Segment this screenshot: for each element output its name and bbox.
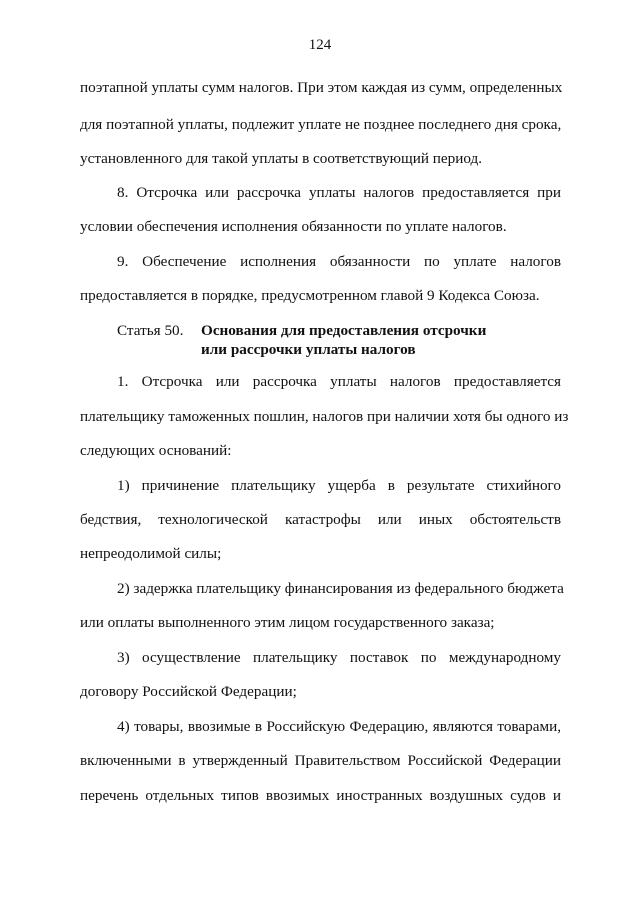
paragraph-line: 1) причинение плательщику ущерба в результате стихийного bbox=[117, 477, 561, 494]
page-number: 124 bbox=[308, 37, 332, 53]
paragraph-line: включенными в утвержденный Правительством Российской Федерации bbox=[80, 752, 561, 769]
paragraph-line: договору Российской Федерации; bbox=[80, 683, 297, 700]
paragraph-line: 8. Отсрочка или рассрочка уплаты налогов предоставляется при bbox=[117, 184, 561, 201]
paragraph-line: перечень отдельных типов ввозимых иностранных воздушных судов и bbox=[80, 787, 561, 804]
paragraph-line: непреодолимой силы; bbox=[80, 545, 222, 562]
paragraph-line: 4) товары, ввозимые в Российскую Федерацию, являются товарами, bbox=[117, 718, 561, 735]
paragraph-line: плательщику таможенных пошлин, налогов при наличии хотя бы одного из bbox=[80, 408, 569, 425]
paragraph-line: бедствия, технологической катастрофы или иных обстоятельств bbox=[80, 511, 561, 528]
article-label: Статья 50. bbox=[117, 322, 184, 339]
paragraph-line: 3) осуществление плательщику поставок по международному bbox=[117, 649, 561, 666]
paragraph-line: для поэтапной уплаты, подлежит уплате не позднее последнего дня срока, bbox=[80, 116, 562, 133]
paragraph-line: предоставляется в порядке, предусмотренном главой 9 Кодекса Союза. bbox=[80, 287, 540, 304]
paragraph-line: или оплаты выполненного этим лицом государственного заказа; bbox=[80, 614, 495, 631]
paragraph-line: следующих оснований: bbox=[80, 442, 232, 459]
paragraph-line: условии обеспечения исполнения обязанности по уплате налогов. bbox=[80, 218, 507, 235]
paragraph-line: 2) задержка плательщику финансирования из федерального бюджета bbox=[117, 580, 564, 597]
article-title-line: или рассрочки уплаты налогов bbox=[201, 341, 416, 358]
article-title-line: Основания для предоставления отсрочки bbox=[201, 322, 487, 339]
paragraph-line: 9. Обеспечение исполнения обязанности по уплате налогов bbox=[117, 253, 561, 270]
paragraph-line: поэтапной уплаты сумм налогов. При этом каждая из сумм, определенных bbox=[80, 79, 563, 96]
paragraph-line: установленного для такой уплаты в соответствующий период. bbox=[80, 150, 483, 167]
paragraph-line: 1. Отсрочка или рассрочка уплаты налогов предоставляется bbox=[117, 373, 561, 390]
